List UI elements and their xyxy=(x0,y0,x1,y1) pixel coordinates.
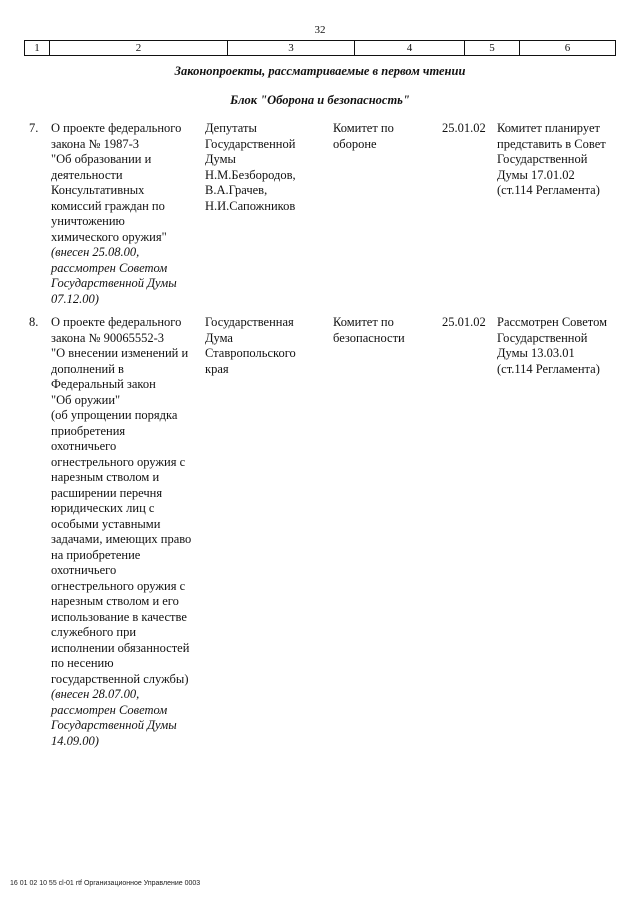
text-line: Государственной xyxy=(497,152,588,166)
text-line: задачами, имеющих право xyxy=(51,532,192,546)
text-line: (внесен 25.08.00, xyxy=(51,245,140,259)
text-line: рассмотрен Советом xyxy=(51,260,168,275)
date: 25.01.02 xyxy=(442,121,486,135)
text-line: служебного при xyxy=(51,625,137,639)
text-line: 14.09.00) xyxy=(51,733,99,748)
text-line: (ст.114 Регламента) xyxy=(497,183,600,197)
text-line: охотничьего xyxy=(51,439,117,453)
text-line: Депутаты xyxy=(205,121,257,135)
text-line: (внесен 28.07.00, xyxy=(51,687,140,701)
text-line: В.А.Грачев, xyxy=(205,183,268,197)
text-line: Государственная xyxy=(205,315,294,329)
column-header-3: 3 xyxy=(228,41,355,55)
text-line: Ставропольского xyxy=(205,346,296,360)
text-line: "О внесении изменений и xyxy=(51,346,189,360)
entry-number: 8. xyxy=(29,315,39,329)
text-line: обороне xyxy=(333,136,377,151)
text-line: рассмотрен Советом xyxy=(51,702,168,717)
text-line: "Об оружии" xyxy=(51,392,121,407)
text-line: Дума xyxy=(205,330,233,345)
text-line: исполнении обязанностей xyxy=(51,640,190,655)
text-line: юридических лиц с xyxy=(51,501,155,515)
column-header-2: 2 xyxy=(50,41,228,55)
column-header-1: 1 xyxy=(25,41,50,55)
column-header-6: 6 xyxy=(564,42,571,54)
text-line: закона № 90065552-3 xyxy=(51,330,165,345)
page-number: 32 xyxy=(314,24,326,36)
text-line: огнестрельного оружия с xyxy=(51,454,186,469)
status xyxy=(497,121,617,199)
text-line: расширении перечня xyxy=(51,485,163,500)
text-line: Государственной Думы xyxy=(51,718,177,732)
text-line: нарезным стволом и его xyxy=(51,594,179,608)
text-line: края xyxy=(205,361,229,376)
text-line: представить в Совет xyxy=(497,136,606,151)
text-line: охотничьего xyxy=(51,563,117,577)
text-line: комиссий граждан по xyxy=(51,198,165,213)
text-line: использование в качестве xyxy=(51,609,187,624)
text-line: (ст.114 Регламента) xyxy=(497,361,600,376)
text-line: химического оружия" xyxy=(51,229,167,244)
text-line: Государственной Думы xyxy=(51,276,177,290)
text-line: нарезным стволом и xyxy=(51,470,160,484)
text-line: Думы 17.01.02 xyxy=(497,167,575,182)
text-line: по несению xyxy=(51,656,114,670)
committee xyxy=(333,315,437,346)
text-line: Государственной xyxy=(497,330,588,345)
bill-author xyxy=(205,121,325,214)
entry-number: 7. xyxy=(29,121,39,135)
committee xyxy=(333,121,437,152)
text-line: Комитет по xyxy=(333,315,394,329)
text-line: дополнений в xyxy=(51,361,124,376)
text-line: Государственной xyxy=(205,136,296,151)
text-line: государственной службы) xyxy=(51,671,189,686)
text-line: О проекте федерального xyxy=(51,315,182,329)
text-line: Думы 13.03.01 xyxy=(497,346,575,360)
text-line: особыми уставными xyxy=(51,516,161,531)
text-line: (об упрощении порядка xyxy=(51,408,178,422)
text-line: Консультативных xyxy=(51,183,145,197)
footer-note: 16 01 02 10 55 cl-01 rtf Организационное Управление 0003 xyxy=(10,880,201,887)
date: 25.01.02 xyxy=(442,315,486,329)
text-line: Комитет по xyxy=(333,121,394,135)
text-line: безопасности xyxy=(333,330,405,345)
column-header-row xyxy=(24,40,616,56)
text-line: Федеральный закон xyxy=(51,377,156,391)
text-line: О проекте федерального xyxy=(51,121,182,135)
bill-title xyxy=(51,315,199,749)
text-line: уничтожению xyxy=(51,214,125,228)
text-line: приобретения xyxy=(51,423,126,438)
text-line: закона № 1987-3 xyxy=(51,136,140,151)
status xyxy=(497,315,617,377)
text-line: Комитет планирует xyxy=(497,121,600,135)
text-line: "Об образовании и xyxy=(51,152,152,166)
text-line: Думы xyxy=(205,152,236,166)
text-line: 07.12.00) xyxy=(51,291,99,306)
column-header-5: 5 xyxy=(465,41,520,55)
text-line: Н.М.Безбородов, xyxy=(205,167,296,182)
column-header-4: 4 xyxy=(355,41,465,55)
text-line: деятельности xyxy=(51,167,123,182)
block-title: Блок "Оборона и безопасность" xyxy=(230,93,410,107)
bill-title xyxy=(51,121,199,307)
text-line: на приобретение xyxy=(51,547,141,562)
section-title: Законопроекты, рассматриваемые в первом чтении xyxy=(174,64,466,78)
bill-author xyxy=(205,315,325,377)
text-line: огнестрельного оружия с xyxy=(51,578,186,593)
text-line: Н.И.Сапожников xyxy=(205,198,296,213)
text-line: Рассмотрен Советом xyxy=(497,315,608,329)
